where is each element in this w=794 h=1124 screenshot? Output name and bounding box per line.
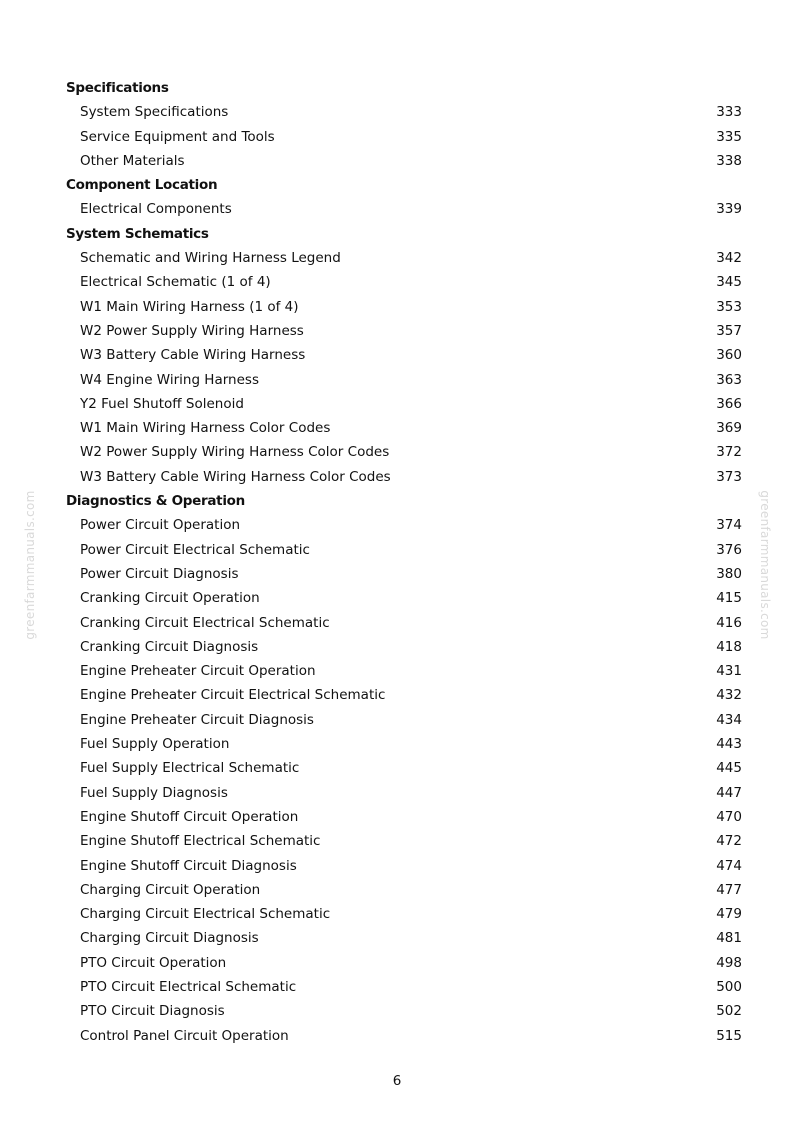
page-number: 6 <box>392 1073 402 1089</box>
entry-page-number: 432 <box>716 687 742 704</box>
entry-title: Fuel Supply Operation <box>80 736 230 753</box>
entry-page-number: 470 <box>716 808 742 825</box>
section-title: System Schematics <box>66 225 209 242</box>
entry-title: W4 Engine Wiring Harness <box>80 371 259 388</box>
toc-entry[interactable] <box>66 246 742 270</box>
entry-title: Y2 Fuel Shutoff Solenoid <box>80 395 244 412</box>
entry-page-number: 479 <box>716 906 742 923</box>
toc-entry[interactable] <box>66 854 742 878</box>
entry-page-number: 431 <box>716 663 742 680</box>
entry-title: Control Panel Circuit Operation <box>80 1027 289 1044</box>
toc-entry[interactable] <box>66 100 742 124</box>
toc-entry[interactable] <box>66 392 742 416</box>
entry-title: Engine Shutoff Electrical Schematic <box>80 833 321 850</box>
entry-title: Engine Preheater Circuit Electrical Schematic <box>80 687 386 704</box>
entry-page-number: 481 <box>716 930 742 947</box>
toc-entry[interactable] <box>66 465 742 489</box>
entry-title: Schematic and Wiring Harness Legend <box>80 250 341 267</box>
entry-page-number: 502 <box>716 1003 742 1020</box>
entry-title: Fuel Supply Electrical Schematic <box>80 760 300 777</box>
toc-section-heading[interactable] <box>66 222 742 246</box>
entry-title: W3 Battery Cable Wiring Harness <box>80 347 306 364</box>
entry-page-number: 373 <box>716 468 742 485</box>
toc-entry[interactable] <box>66 562 742 586</box>
toc-entry[interactable] <box>66 781 742 805</box>
toc-entry[interactable] <box>66 902 742 926</box>
toc-entry[interactable] <box>66 343 742 367</box>
entry-title: Fuel Supply Diagnosis <box>80 784 228 801</box>
entry-title: Charging Circuit Diagnosis <box>80 930 259 947</box>
entry-title: PTO Circuit Operation <box>80 954 227 971</box>
entry-page-number: 434 <box>716 711 742 728</box>
toc-entry[interactable] <box>66 683 742 707</box>
watermark-right: greenfarmmanuals.com <box>758 490 772 640</box>
entry-page-number: 366 <box>716 395 742 412</box>
entry-page-number: 415 <box>716 590 742 607</box>
toc-entry[interactable] <box>66 586 742 610</box>
entry-title: Cranking Circuit Electrical Schematic <box>80 614 330 631</box>
entry-page-number: 498 <box>716 954 742 971</box>
section-title: Diagnostics & Operation <box>66 493 245 510</box>
toc-entry[interactable] <box>66 805 742 829</box>
entry-page-number: 515 <box>716 1027 742 1044</box>
entry-page-number: 353 <box>716 298 742 315</box>
entry-page-number: 372 <box>716 444 742 461</box>
entry-page-number: 380 <box>716 565 742 582</box>
entry-title: Charging Circuit Electrical Schematic <box>80 906 331 923</box>
toc-entry[interactable] <box>66 829 742 853</box>
entry-page-number: 342 <box>716 250 742 267</box>
toc-entry[interactable] <box>66 270 742 294</box>
entry-title: Power Circuit Diagnosis <box>80 565 239 582</box>
entry-title: Charging Circuit Operation <box>80 881 261 898</box>
toc-entry[interactable] <box>66 878 742 902</box>
entry-page-number: 472 <box>716 833 742 850</box>
entry-title: Other Materials <box>80 152 185 169</box>
entry-page-number: 418 <box>716 638 742 655</box>
entry-page-number: 376 <box>716 541 742 558</box>
entry-title: W1 Main Wiring Harness Color Codes <box>80 420 331 437</box>
toc-section-heading[interactable] <box>66 173 742 197</box>
entry-page-number: 474 <box>716 857 742 874</box>
toc-entry[interactable] <box>66 538 742 562</box>
entry-page-number: 369 <box>716 420 742 437</box>
toc-entry[interactable] <box>66 708 742 732</box>
entry-page-number: 374 <box>716 517 742 534</box>
entry-title: W2 Power Supply Wiring Harness <box>80 322 304 339</box>
toc-entry[interactable] <box>66 951 742 975</box>
watermark-left: greenfarmmanuals.com <box>23 490 37 640</box>
toc-entry[interactable] <box>66 999 742 1023</box>
entry-title: Power Circuit Operation <box>80 517 241 534</box>
section-title: Component Location <box>66 177 218 194</box>
toc-entry[interactable] <box>66 319 742 343</box>
entry-title: Cranking Circuit Operation <box>80 590 260 607</box>
entry-title: Cranking Circuit Diagnosis <box>80 638 259 655</box>
toc-entry[interactable] <box>66 368 742 392</box>
toc-entry[interactable] <box>66 295 742 319</box>
section-title: Specifications <box>66 80 169 96</box>
toc-entry[interactable] <box>66 513 742 537</box>
entry-page-number: 477 <box>716 881 742 898</box>
entry-page-number: 445 <box>716 760 742 777</box>
table-of-contents <box>66 76 742 1048</box>
toc-entry[interactable] <box>66 440 742 464</box>
toc-entry[interactable] <box>66 732 742 756</box>
entry-page-number: 363 <box>716 371 742 388</box>
entry-page-number: 357 <box>716 322 742 339</box>
toc-section-heading[interactable] <box>66 76 742 100</box>
toc-entry[interactable] <box>66 975 742 999</box>
toc-entry[interactable] <box>66 611 742 635</box>
entry-page-number: 333 <box>716 104 742 121</box>
toc-entry[interactable] <box>66 125 742 149</box>
entry-title: PTO Circuit Diagnosis <box>80 1003 225 1020</box>
entry-page-number: 443 <box>716 736 742 753</box>
entry-title: W3 Battery Cable Wiring Harness Color Codes <box>80 468 391 485</box>
entry-page-number: 447 <box>716 784 742 801</box>
entry-page-number: 339 <box>716 201 742 218</box>
entry-title: Service Equipment and Tools <box>80 128 275 145</box>
toc-entry[interactable] <box>66 926 742 950</box>
entry-page-number: 360 <box>716 347 742 364</box>
entry-page-number: 416 <box>716 614 742 631</box>
entry-page-number: 338 <box>716 152 742 169</box>
entry-page-number: 345 <box>716 274 742 291</box>
entry-page-number: 335 <box>716 128 742 145</box>
toc-entry[interactable] <box>66 197 742 221</box>
entry-page-number: 500 <box>716 978 742 995</box>
toc-entry[interactable] <box>66 659 742 683</box>
entry-title: Engine Preheater Circuit Diagnosis <box>80 711 314 728</box>
toc-entry[interactable] <box>66 416 742 440</box>
entry-title: Engine Shutoff Circuit Diagnosis <box>80 857 297 874</box>
entry-title: Electrical Components <box>80 201 232 218</box>
entry-title: Power Circuit Electrical Schematic <box>80 541 310 558</box>
entry-title: W2 Power Supply Wiring Harness Color Codes <box>80 444 390 461</box>
entry-title: PTO Circuit Electrical Schematic <box>80 978 297 995</box>
entry-title: System Specifications <box>80 104 229 121</box>
toc-entry[interactable] <box>66 1024 742 1048</box>
toc-section-heading[interactable] <box>66 489 742 513</box>
entry-title: Engine Shutoff Circuit Operation <box>80 808 299 825</box>
entry-title: W1 Main Wiring Harness (1 of 4) <box>80 298 299 315</box>
entry-title: Electrical Schematic (1 of 4) <box>80 274 271 291</box>
toc-entry[interactable] <box>66 756 742 780</box>
toc-entry[interactable] <box>66 149 742 173</box>
entry-title: Engine Preheater Circuit Operation <box>80 663 316 680</box>
toc-entry[interactable] <box>66 635 742 659</box>
